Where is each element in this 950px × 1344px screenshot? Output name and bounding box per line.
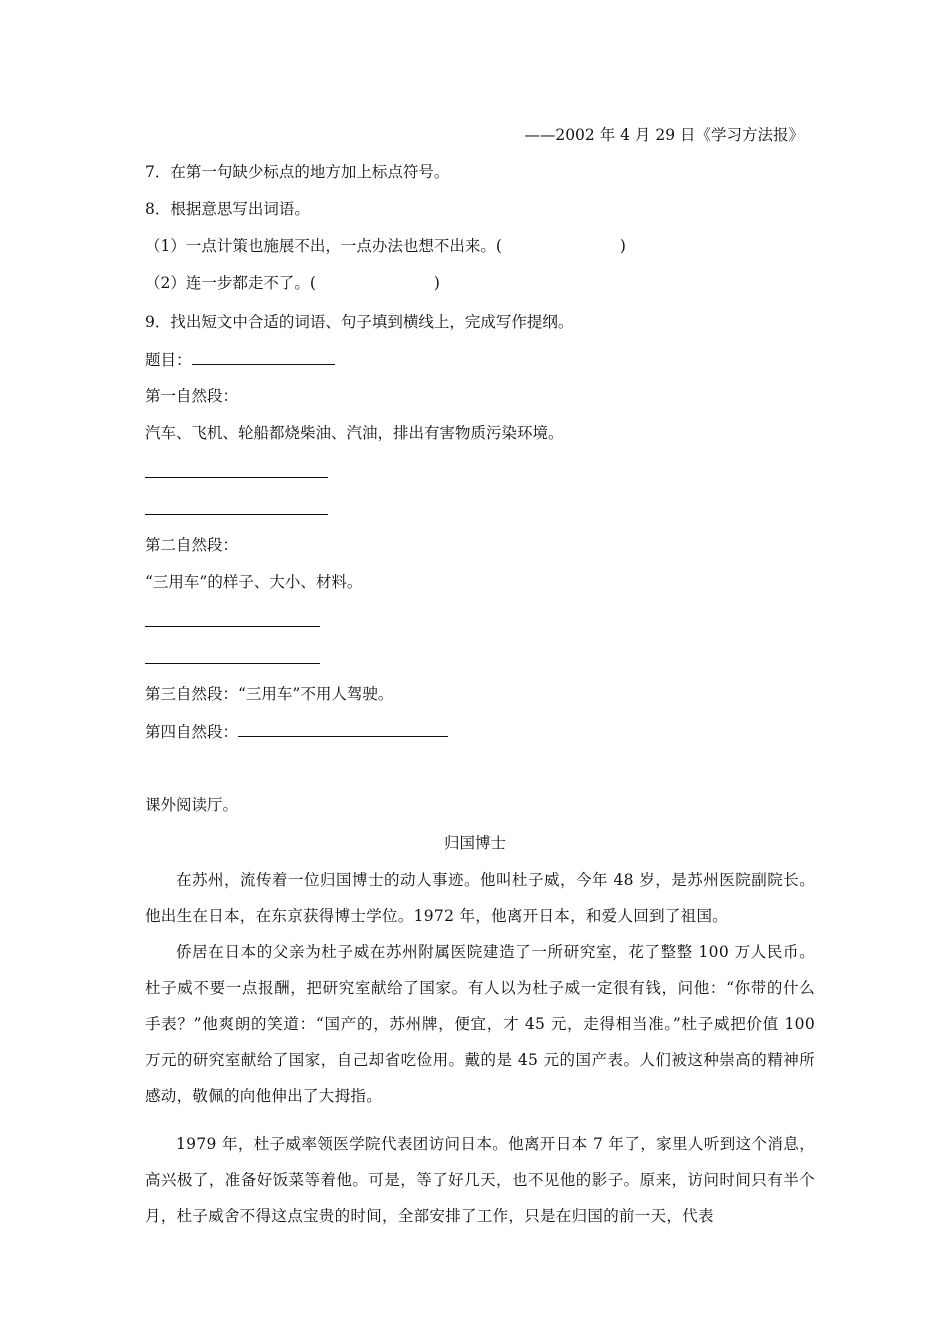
para-1-blank-1[interactable] <box>145 477 328 478</box>
outline-title-row <box>145 348 335 371</box>
article-paragraph-2: 侨居在日本的父亲为杜子威在苏州附属医院建造了一所研究室，花了整整 100 万人民币。杜子威不要一点报酬，把研究室献给了国家。有人以为杜子威一定很有钱，问他：“你带的什么手表？”他爽朗的笑道：“国产的，苏州牌，便宜，才 45 元，走得相当准。”杜子威把价值 100 万元的研究室献给了国家，自己却省吃俭用。戴的是 45 元的国产表。人们被这种崇高的精神所感动，敬佩的向他伸出了大拇指。 <box>145 943 815 1105</box>
question-7: 7．在第一句缺少标点的地方加上标点符号。 <box>145 163 450 181</box>
outline-para-3: 第三自然段：“三用车”不用人驾驶。 <box>145 685 394 703</box>
reading-section-heading: 课外阅读厅。 <box>145 796 239 814</box>
outline-para-1-text: 汽车、飞机、轮船都烧柴油、汽油，排出有害物质污染环境。 <box>145 424 564 442</box>
para-1-blank-2[interactable] <box>145 514 328 515</box>
outline-para-1-label: 第一自然段： <box>145 387 239 405</box>
article-paragraph-3: 1979 年，杜子威率领医学院代表团访问日本。他离开日本 7 年了，家里人听到这个消息，高兴极了，准备好饭菜等着他。可是，等了好几天，也不见他的影子。原来，访问时间只有半个月，杜子威舍不得这点宝贵的时间，全部安排了工作，只是在归国的前一天，代表 <box>145 1135 815 1225</box>
outline-para-4-row <box>145 720 448 743</box>
outline-title-label: 题目： <box>145 351 192 369</box>
question-8-item-2 <box>145 272 440 294</box>
source-citation: ——2002 年 4 月 29 日《学习方法报》 <box>524 126 804 144</box>
outline-para-4-label: 第四自然段： <box>145 723 239 741</box>
question-8-item-2-text: （2）连一步都走不了。( <box>145 274 316 292</box>
para-4-blank[interactable] <box>238 720 448 737</box>
outline-para-2-label: 第二自然段： <box>145 536 239 554</box>
question-8-item-1-text: （1）一点计策也施展不出，一点办法也想不出来。( <box>145 237 502 255</box>
para-2-blank-1[interactable] <box>145 626 320 627</box>
close-paren: ) <box>619 237 626 255</box>
article-title: 归国博士 <box>443 834 506 852</box>
para-2-blank-2[interactable] <box>145 663 320 664</box>
question-8-prompt: 8．根据意思写出词语。 <box>145 200 310 218</box>
close-paren: ) <box>433 274 440 292</box>
title-blank[interactable] <box>192 348 335 365</box>
article-paragraph-1: 在苏州，流传着一位归国博士的动人事迹。他叫杜子威，今年 48 岁，是苏州医院副院长。他出生在日本，在东京获得博士学位。1972 年，他离开日本，和爱人回到了祖国。 <box>145 871 815 925</box>
question-9-prompt: 9．找出短文中合适的词语、句子填到横线上，完成写作提纲。 <box>145 313 574 331</box>
question-8-item-1 <box>145 235 626 257</box>
outline-para-2-text: “三用车”的样子、大小、材料。 <box>145 573 363 591</box>
